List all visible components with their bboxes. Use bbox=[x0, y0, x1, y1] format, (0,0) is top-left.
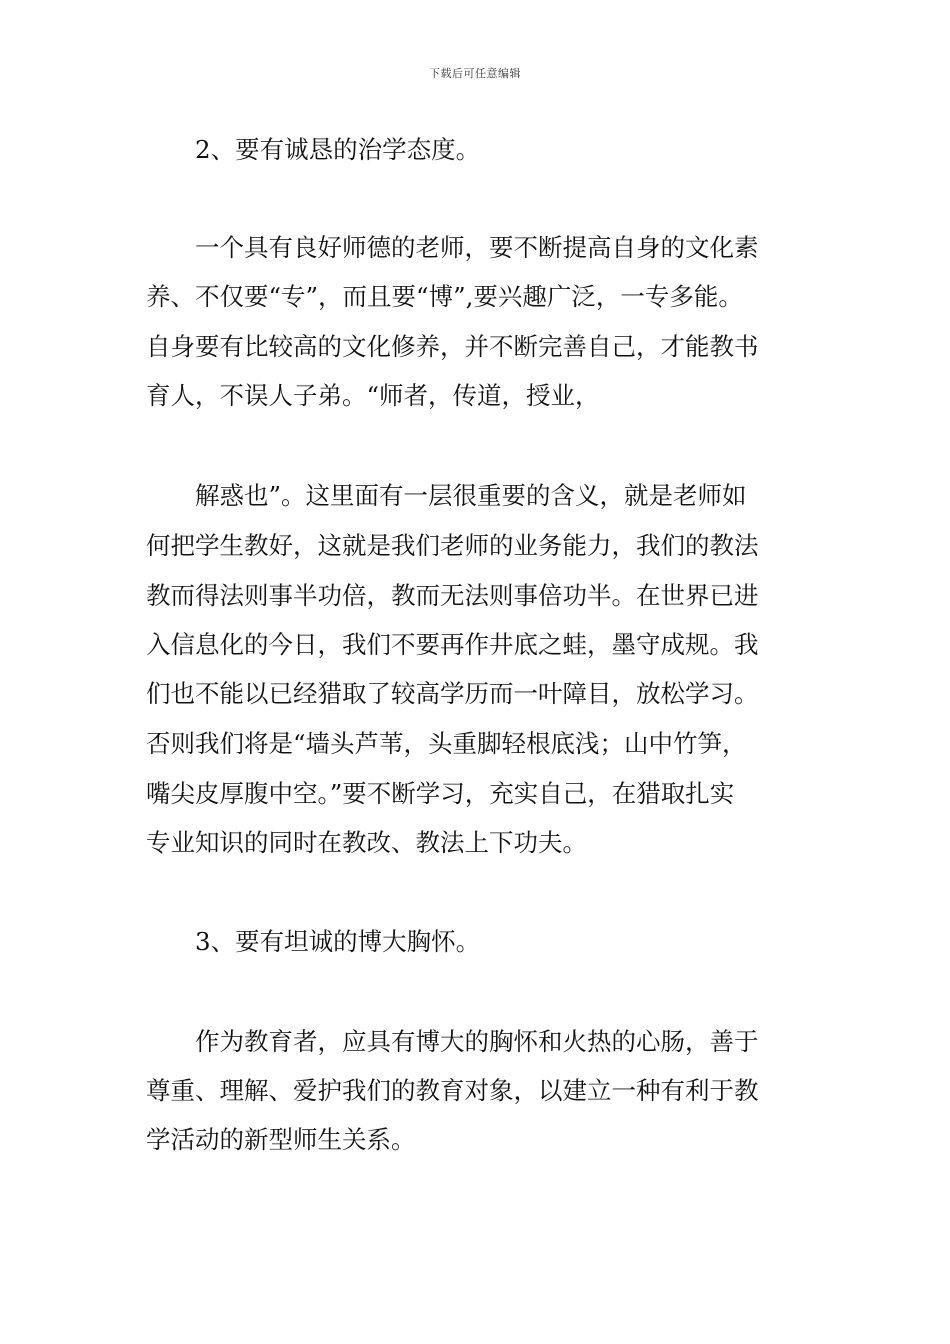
paragraph-line: 何把学生教好，这就是我们老师的业务能力，我们的教法 bbox=[146, 531, 759, 560]
paragraph-line: 尊重、理解、爱护我们的教育对象，以建立一种有利于教 bbox=[146, 1076, 759, 1105]
paragraph-line: 作为教育者，应具有博大的胸怀和火热的心肠，善于 bbox=[195, 1027, 759, 1056]
section-heading-3: 3、要有坦诚的博大胸怀。 bbox=[195, 927, 481, 956]
paragraph-line: 养、不仅要“专”，而且要“博”,要兴趣广泛，一专多能。 bbox=[146, 282, 743, 311]
paragraph-line: 教而得法则事半功倍，教而无法则事倍功半。在世界已进 bbox=[146, 581, 759, 610]
paragraph-line: 们也不能以已经猎取了较高学历而一叶障目，放松学习。 bbox=[146, 679, 759, 708]
paragraph-line: 嘴尖皮厚腹中空。”要不断学习，充实自己，在猎取扎实 bbox=[146, 779, 735, 808]
paragraph-line: 入信息化的今日，我们不要再作井底之蛙，墨守成规。我 bbox=[146, 630, 759, 659]
paragraph-line: 否则我们将是“墙头芦苇，头重脚轻根底浅；山中竹笋， bbox=[146, 729, 747, 758]
paragraph-line: 自身要有比较高的文化修养，并不断完善自己，才能教书 bbox=[146, 332, 759, 361]
paragraph-line: 一个具有良好师德的老师，要不断提高自身的文化素 bbox=[195, 233, 759, 262]
paragraph-line: 学活动的新型师生关系。 bbox=[146, 1125, 416, 1154]
paragraph-line: 育人，不误人子弟。“师者，传道，授业， bbox=[146, 381, 600, 410]
page-header: 下载后可任意编辑 bbox=[429, 67, 521, 80]
paragraph-line: 解惑也”。这里面有一层很重要的含义，就是老师如 bbox=[195, 481, 747, 510]
paragraph-line: 专业知识的同时在教改、教法上下功夫。 bbox=[146, 828, 587, 857]
section-heading-2: 2、要有诚恳的治学态度。 bbox=[195, 135, 481, 164]
